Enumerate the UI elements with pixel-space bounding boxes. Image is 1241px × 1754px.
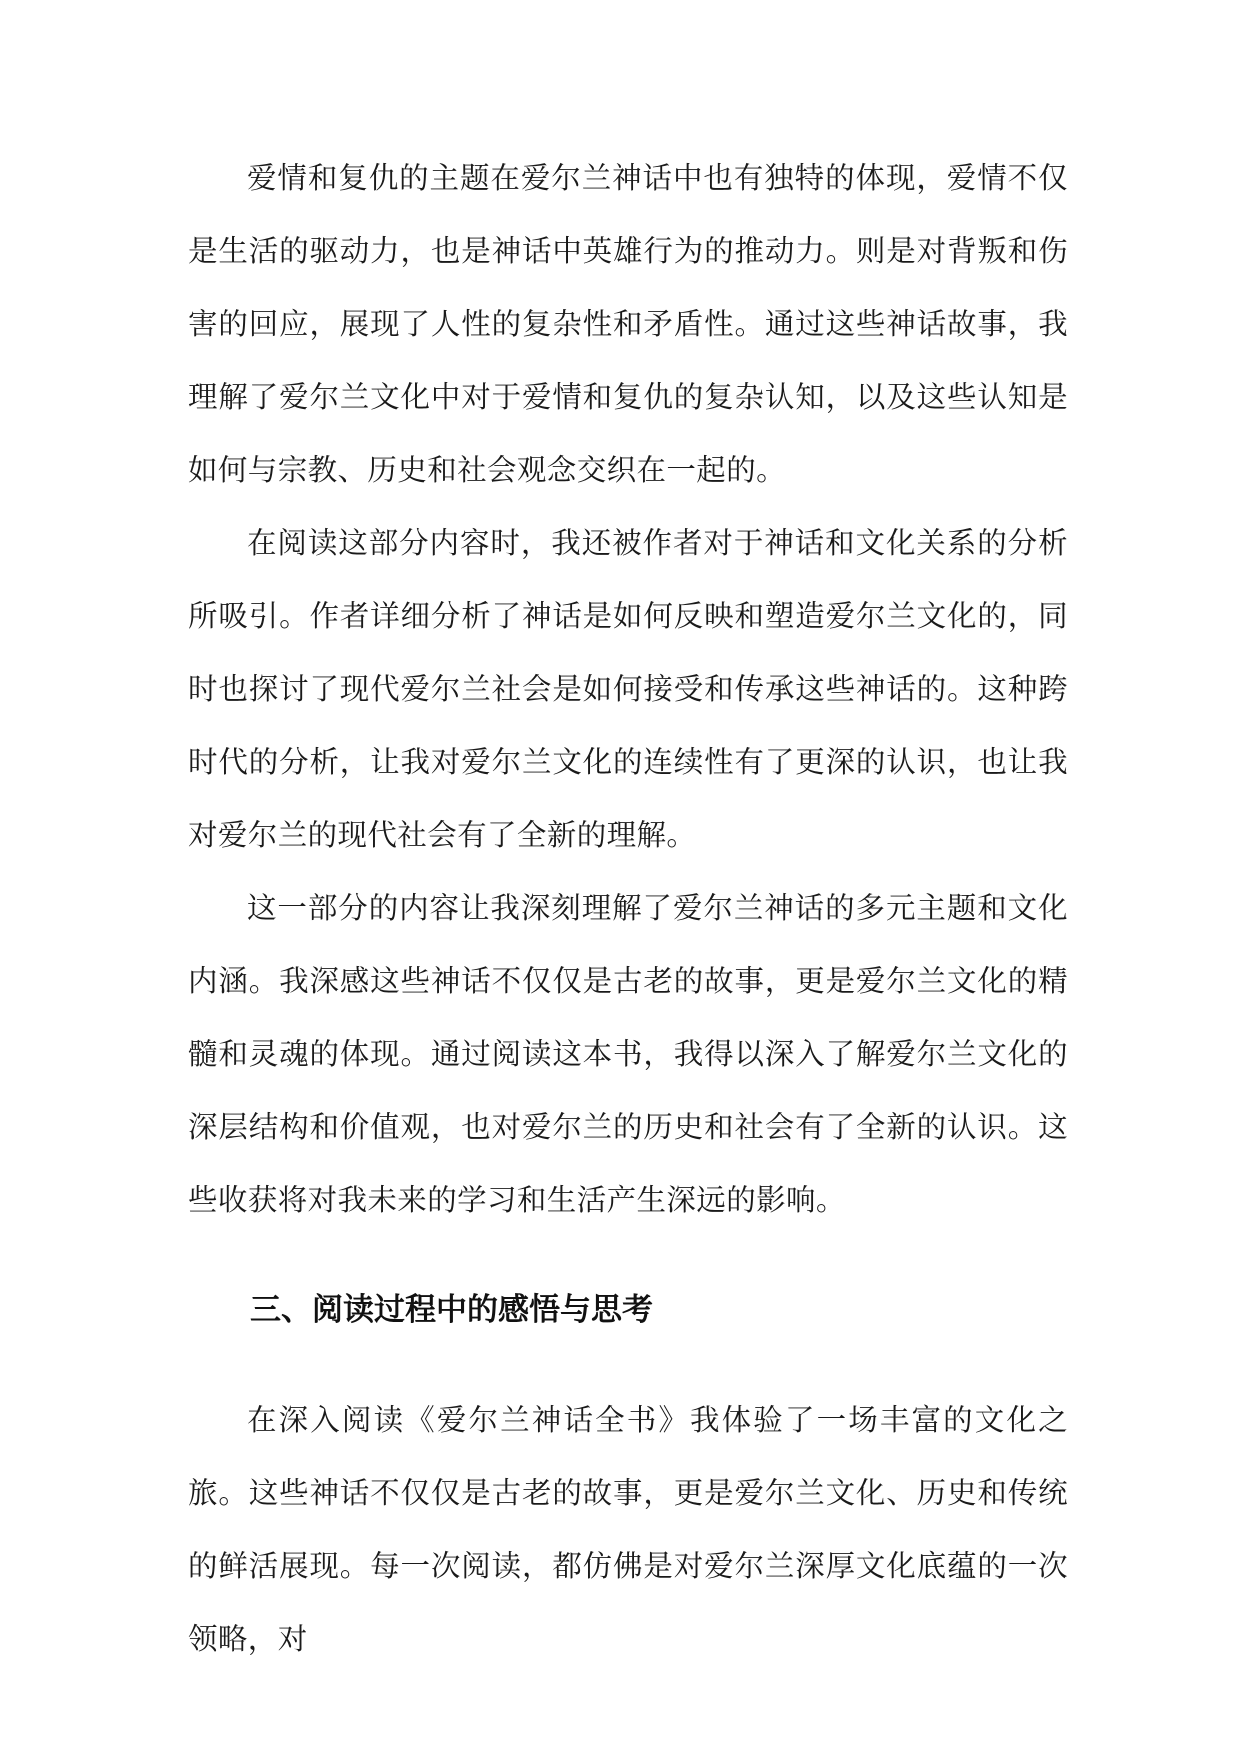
paragraph-section-summary: 这一部分的内容让我深刻理解了爱尔兰神话的多元主题和文化内涵。我深感这些神话不仅仅是古老的故事，更是爱尔兰文化的精髓和灵魂的体现。通过阅读这本书，我得以深入了解爱尔兰文化的深层结构和价值观，也对爱尔兰的历史和社会有了全新的认识。这些收获将对我未来的学习和生活产生深远的影响。 (188, 891, 1068, 1217)
paragraph-reading-reflection: 在深入阅读《爱尔兰神话全书》我体验了一场丰富的文化之旅。这些神话不仅仅是古老的故事，更是爱尔兰文化、历史和传统的鲜活展现。每一次阅读，都仿佛是对爱尔兰深厚文化底蕴的一次领略，对 (188, 1403, 1068, 1656)
document-body (188, 142, 1068, 1676)
section-heading: 三、阅读过程中的感悟与思考 (250, 1292, 653, 1328)
paragraph-myth-and-culture: 在阅读这部分内容时，我还被作者对于神话和文化关系的分析所吸引。作者详细分析了神话是如何反映和塑造爱尔兰文化的，同时也探讨了现代爱尔兰社会是如何接受和传承这些神话的。这种跨时代的分析，让我对爱尔兰文化的连续性有了更深的认识，也让我对爱尔兰的现代社会有了全新的理解。 (188, 526, 1068, 852)
paragraph-love-and-revenge: 爱情和复仇的主题在爱尔兰神话中也有独特的体现，爱情不仅是生活的驱动力，也是神话中英雄行为的推动力。则是对背叛和伤害的回应，展现了人性的复杂性和矛盾性。通过这些神话故事，我理解了爱尔兰文化中对于爱情和复仇的复杂认知，以及这些认知是如何与宗教、历史和社会观念交织在一起的。 (188, 161, 1068, 487)
